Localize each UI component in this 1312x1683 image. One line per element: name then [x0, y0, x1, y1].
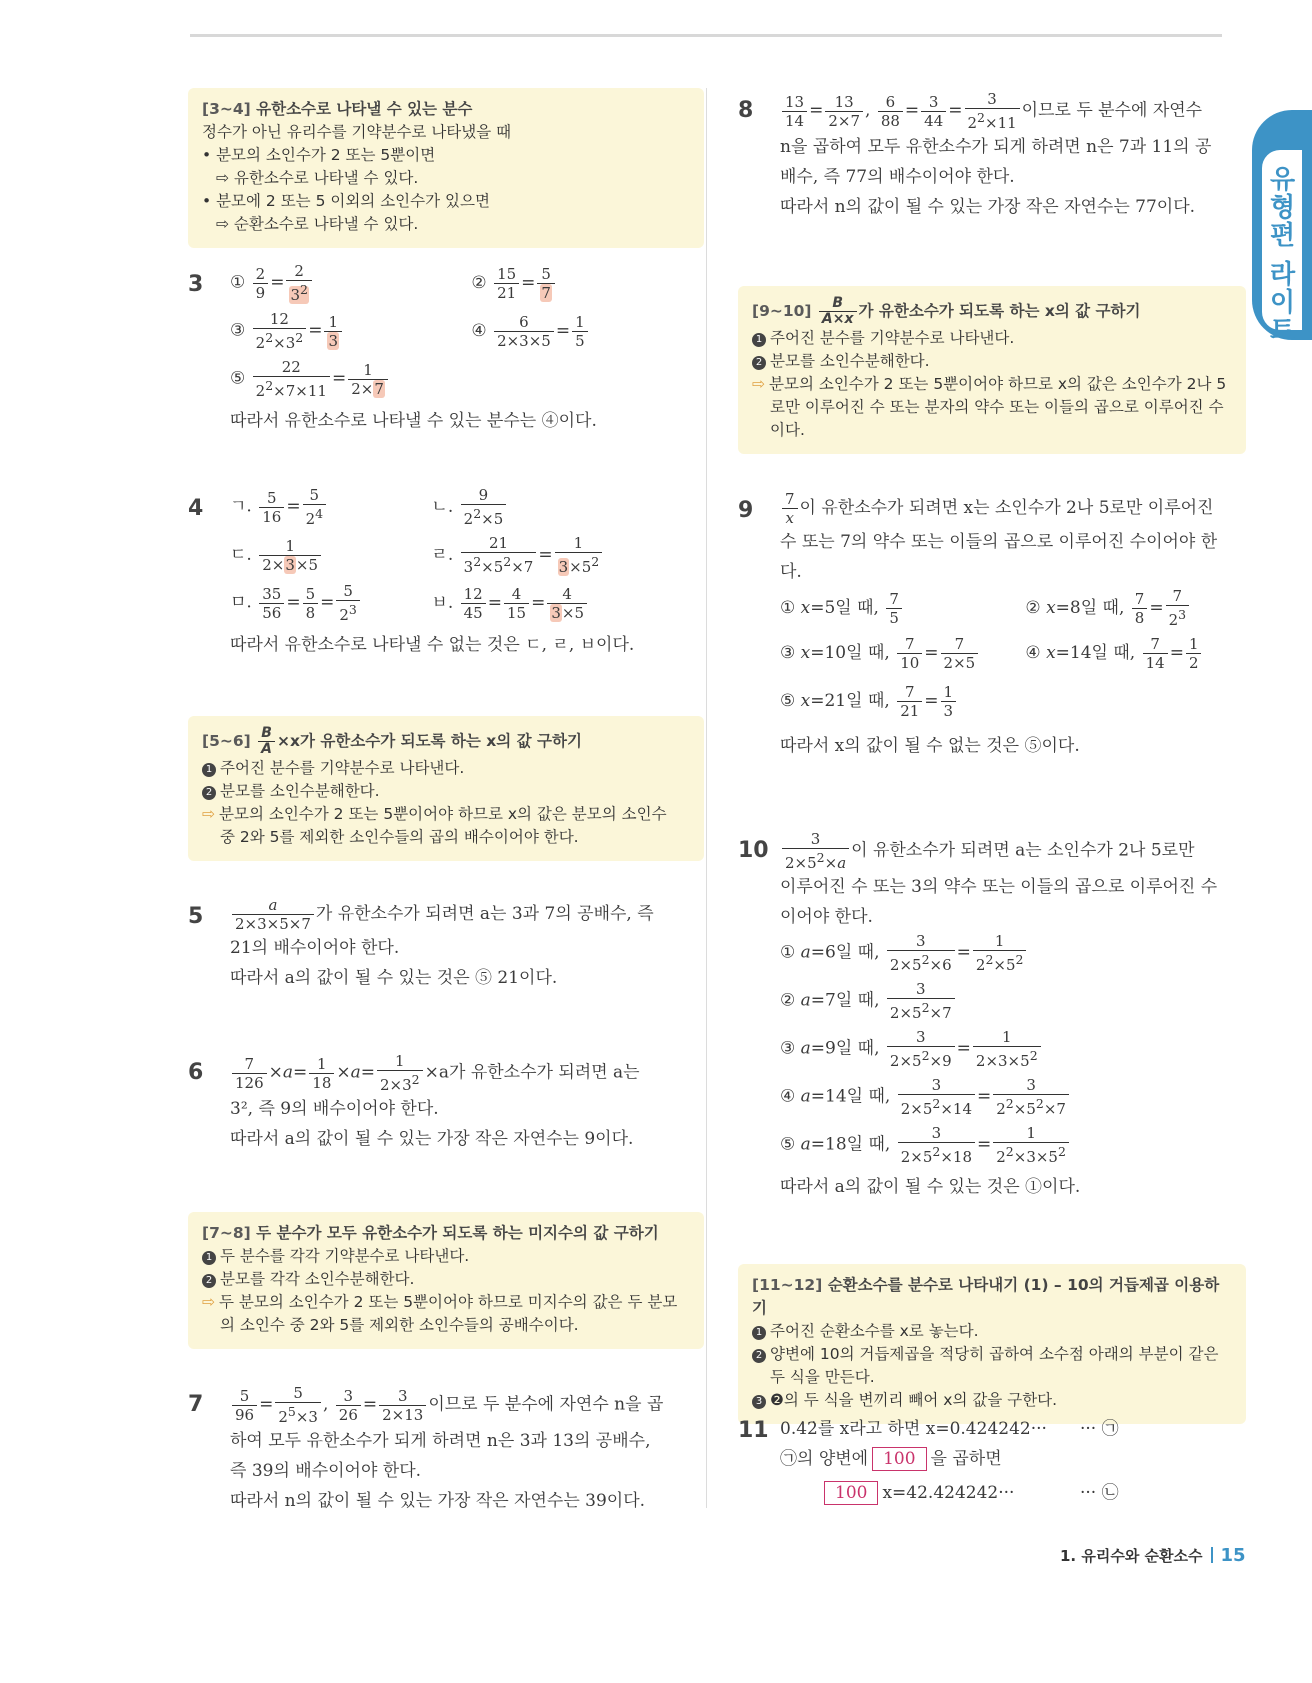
answer-box: 100 — [824, 1481, 878, 1505]
problem-number: 10 — [738, 838, 769, 863]
tip-box-11-12: [11~12] 순환소수를 분수로 나타내기 (1) – 10의 거듭제곱 이용하기 1 주어진 순환소수를 x로 놓는다. 2 양변에 10의 거듭제곱을 적당히 곱하여 소수점 아래의 부분이 같은 두 식을 만든다. 3 ❷의 두 식을 변끼리 빼어 x의 값을 구한다. — [738, 1264, 1246, 1424]
problem-3: ① $\frac{2}{9}$ = $\frac{2}{3^2}$ ② $\frac{15}{21}$ = $\frac{5}{7}$ ③ $\frac{12}{2^2\times 3^2}$ = $\frac{1}{3}$ ④ $\frac{6}{2\times 3\times 5}$ = $\frac{1}{5}$ ⑤ $\frac{22}{2^2\times 7\times 11}$ = $\frac{1}{2\times 7}$ 따라서 유한소수로 나타낼 수 있는 분수는 ④이다. — [230, 262, 597, 431]
page-footer: 1. 유리수와 순환소수 15 — [1060, 1545, 1246, 1566]
problem-10: $\frac{3}{2\times 5^2\times a}$ 이 유한소수가 되려면 a는 소인수가 2나 5로만 이루어진 수 또는 3의 약수 또는 이들의 곱으로 이루어진 수 이어야 한다. ① a=6일 때, $\frac{3}{2\times 5^2\times 6}$ = $\frac{1}{2^2\times 5^2}$ ② a=7일 때, $\frac{3}{2\times 5^2\times 7}$ ③ a=9일 때, $\frac{3}{2\times 5^2\times 9}$ = $\frac{1}{2\times 3\times 5^2}$ ④ a=14일 때, $\frac{3}{2\times 5^2\times 14}$ = $\frac{3}{2^2\times 5^2\times 7}$ ⑤ a=18일 때, $\frac{3}{2\times 5^2\times 18}$ = $\frac{1}{2^2\times 3\times 5^2}$ 따라서 a의 값이 될 수 있는 것은 ①이다. — [780, 830, 1218, 1197]
problem-number: 8 — [738, 98, 754, 123]
problem-8: $\frac{13}{14}$ = $\frac{13}{2\times 7}$ , $\frac{6}{88}$ = $\frac{3}{44}$ = $\frac{3}{2^2\times 11}$ 이므로 두 분수에 자연수 n을 곱하여 모두 유한소수가 되게 하려면 n은 7과 11의 공 배수, 즉 77의 배수이어야 한다. 따라서 n의 값이 될 수 있는 가장 작은 자연수는 77이다. — [780, 90, 1212, 217]
tip-box-5-6: [5~6] $\frac{B}{A}$ ×x가 유한소수가 되도록 하는 x의 값 구하기 1 주어진 분수를 기약분수로 나타낸다. 2 분모를 소인수분해한다. ⇨ 분모의 소인수가 2 또는 5뿐이어야 하므로 x의 값은 분모의 소인수 중 2와 5를 제외한 소인수들의 곱의 배수이어야 한다. — [188, 716, 704, 861]
problem-number: 9 — [738, 498, 754, 523]
problem-number: 6 — [188, 1060, 204, 1085]
side-tab-label: 유형편 라이트 — [1265, 165, 1295, 345]
problem-6: $\frac{7}{126}$ ×a= $\frac{1}{18}$ ×a= $\frac{1}{2\times 3^2}$ ×a가 유한소수가 되려면 a는 3², 즉 9의 배수이어야 한다. 따라서 a의 값이 될 수 있는 가장 작은 자연수는 9이다. — [230, 1052, 640, 1149]
problem-11: 0.4̇2̇를 x라고 하면 x=0.424242··· ··· ㉠ ㉠의 양변에 100 을 곱하면 100 x=42.424242··· ··· ㉡ — [780, 1419, 1119, 1503]
problem-number: 11 — [738, 1418, 769, 1443]
problem-number: 4 — [188, 496, 204, 521]
problem-7: $\frac{5}{96}$ = $\frac{5}{2^5\times 3}$ , $\frac{3}{26}$ = $\frac{3}{2\times 13}$ 이므로 두 분수에 자연수 n을 곱 하여 모두 유한소수가 되게 하려면 n은 3과 13의 공배수, 즉 39의 배수이어야 한다. 따라서 n의 값이 될 수 있는 가장 작은 자연수는 39이다. — [230, 1384, 664, 1511]
problem-number: 7 — [188, 1392, 204, 1417]
problem-number: 5 — [188, 904, 204, 929]
top-rule — [190, 34, 1222, 37]
tip-box-7-8: [7~8] 두 분수가 모두 유한소수가 되도록 하는 미지수의 값 구하기 1 두 분수를 각각 기약분수로 나타낸다. 2 분모를 각각 소인수분해한다. ⇨ 두 분모의 소인수가 2 또는 5뿐이어야 하므로 미지수의 값은 두 분모 의 소인수 중 2와 5를 제외한 소인수들의 공배수이다. — [188, 1212, 704, 1349]
problem-9: $\frac{7}{x}$ 이 유한소수가 되려면 x는 소인수가 2나 5로만 이루어진 수 또는 7의 약수 또는 이들의 곱으로 이루어진 수이어야 한 다. ① x=5일 때, $\frac{7}{5}$ ② x=8일 때, $\frac{7}{8}$ = $\frac{7}{2^3}$ ③ x=10일 때, $\frac{7}{10}$ = $\frac{7}{2\times 5}$ ④ x=14일 때, $\frac{7}{14}$ = $\frac{1}{2}$ ⑤ x=21일 때, $\frac{7}{21}$ = $\frac{1}{3}$ 따라서 x의 값이 될 수 없는 것은 ⑤이다. — [780, 490, 1218, 756]
tip-box-3-4: [3~4] 유한소수로 나타낼 수 있는 분수 정수가 아닌 유리수를 기약분수로 나타냈을 때 • 분모의 소인수가 2 또는 5뿐이면 ⇨ 유한소수로 나타낼 수 있다. • 분모에 2 또는 5 이외의 소인수가 있으면 ⇨ 순환소수로 나타낼 수 있다. — [188, 88, 704, 248]
tip-box-9-10: [9~10] $\frac{B}{A\times x}$ 가 유한소수가 되도록 하는 x의 값 구하기 1 주어진 분수를 기약분수로 나타낸다. 2 분모를 소인수분해한다. ⇨ 분모의 소인수가 2 또는 5뿐이어야 하므로 x의 값은 소인수가 2나 5 로만 이루어진 수 또는 분자의 약수 또는 이들의 곱으로 이루어진 수 이다. — [738, 286, 1246, 454]
column-divider — [706, 88, 707, 1508]
problem-5: $\frac{a}{2\times 3\times 5\times 7}$ 가 유한소수가 되려면 a는 3과 7의 공배수, 즉 21의 배수이어야 한다. 따라서 a의 값이 될 수 있는 것은 ⑤ 21이다. — [230, 896, 654, 988]
problem-4: ㄱ. $\frac{5}{16}$ = $\frac{5}{2^4}$ ㄴ. $\frac{9}{2^2\times 5}$ ㄷ. $\frac{1}{2\times 3\times 5}$ ㄹ. $\frac{21}{3^2\times 5^2\times 7}$ = $\frac{1}{3\times 5^2}$ ㅁ. $\frac{35}{56}$ = $\frac{5}{8}$ = $\frac{5}{2^3}$ ㅂ. $\frac{12}{45}$ = $\frac{4}{15}$ = $\frac{4}{3\times 5}$ 따라서 유한소수로 나타낼 수 없는 것은 ㄷ, ㄹ, ㅂ이다. — [230, 486, 635, 655]
problem-number: 3 — [188, 272, 204, 297]
answer-box: 100 — [872, 1447, 926, 1471]
